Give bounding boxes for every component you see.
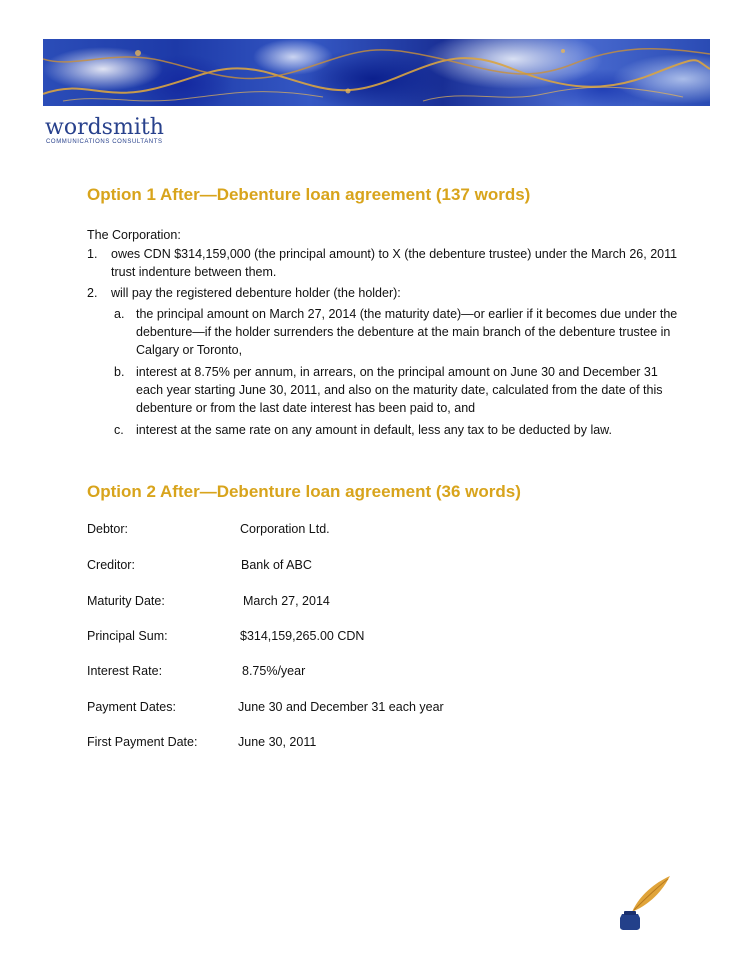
field-label: Payment Dates: (87, 700, 176, 714)
field-value: 8.75%/year (242, 664, 306, 678)
option1-intro: The Corporation: (87, 228, 181, 242)
option1-list (87, 245, 687, 443)
field-label: Interest Rate: (87, 664, 163, 678)
field-label: Principal Sum: (87, 629, 168, 643)
header-banner-image (43, 39, 710, 106)
company-logo (45, 115, 164, 145)
sublist-item (111, 305, 687, 359)
banner-texture (43, 39, 710, 106)
field-label: Debtor: (87, 522, 128, 536)
list-item-number: 2. (87, 286, 98, 300)
sublist-item-letter: a. (114, 307, 125, 321)
option1-heading: Option 1 After—Debenture loan agreement (137 words) (87, 185, 531, 204)
field-value: March 27, 2014 (243, 594, 330, 608)
sublist-item-text: the principal amount on March 27, 2014 (the maturity date)—or earlier if it becomes due under the debenture—if the holder surrenders the debenture at the main branch of the debenture trustee in Calgary or Toronto, (136, 307, 678, 357)
quill-inkwell-icon (618, 874, 674, 935)
option1-sublist (111, 305, 687, 439)
sublist-item-text: interest at the same rate on any amount in default, less any tax to be deducted by law. (136, 423, 612, 437)
field-label: Maturity Date: (87, 594, 165, 608)
sublist-item-letter: b. (114, 365, 125, 379)
list-item (87, 284, 687, 439)
logo-wordmark: wordsmith (45, 115, 164, 140)
sublist-item-text: interest at 8.75% per annum, in arrears, on the principal amount on June 30 and December 31 each year starting June 30, 2011, and also on the maturity date, calculated from the date of this debenture or from the last date interest has been paid to, and (136, 365, 663, 415)
field-value: Corporation Ltd. (240, 522, 330, 536)
list-item-text: owes CDN $314,159,000 (the principal amount) to X (the debenture trustee) under the March 26, 2011 trust indenture between them. (111, 247, 678, 279)
list-item (87, 245, 687, 281)
list-item-number: 1. (87, 247, 98, 261)
list-item-text: will pay the registered debenture holder (the holder): (111, 286, 401, 300)
field-value: Bank of ABC (241, 558, 312, 572)
field-value: June 30 and December 31 each year (238, 700, 444, 714)
sublist-item (111, 421, 687, 439)
sublist-item (111, 363, 687, 417)
field-label: First Payment Date: (87, 735, 198, 749)
option2-heading: Option 2 After—Debenture loan agreement (36 words) (87, 482, 521, 501)
sublist-item-letter: c. (114, 423, 124, 437)
logo-tagline: COMMUNICATIONS CONSULTANTS (46, 139, 163, 145)
field-value: $314,159,265.00 CDN (240, 629, 365, 643)
field-value: June 30, 2011 (238, 735, 317, 749)
field-label: Creditor: (87, 558, 135, 572)
